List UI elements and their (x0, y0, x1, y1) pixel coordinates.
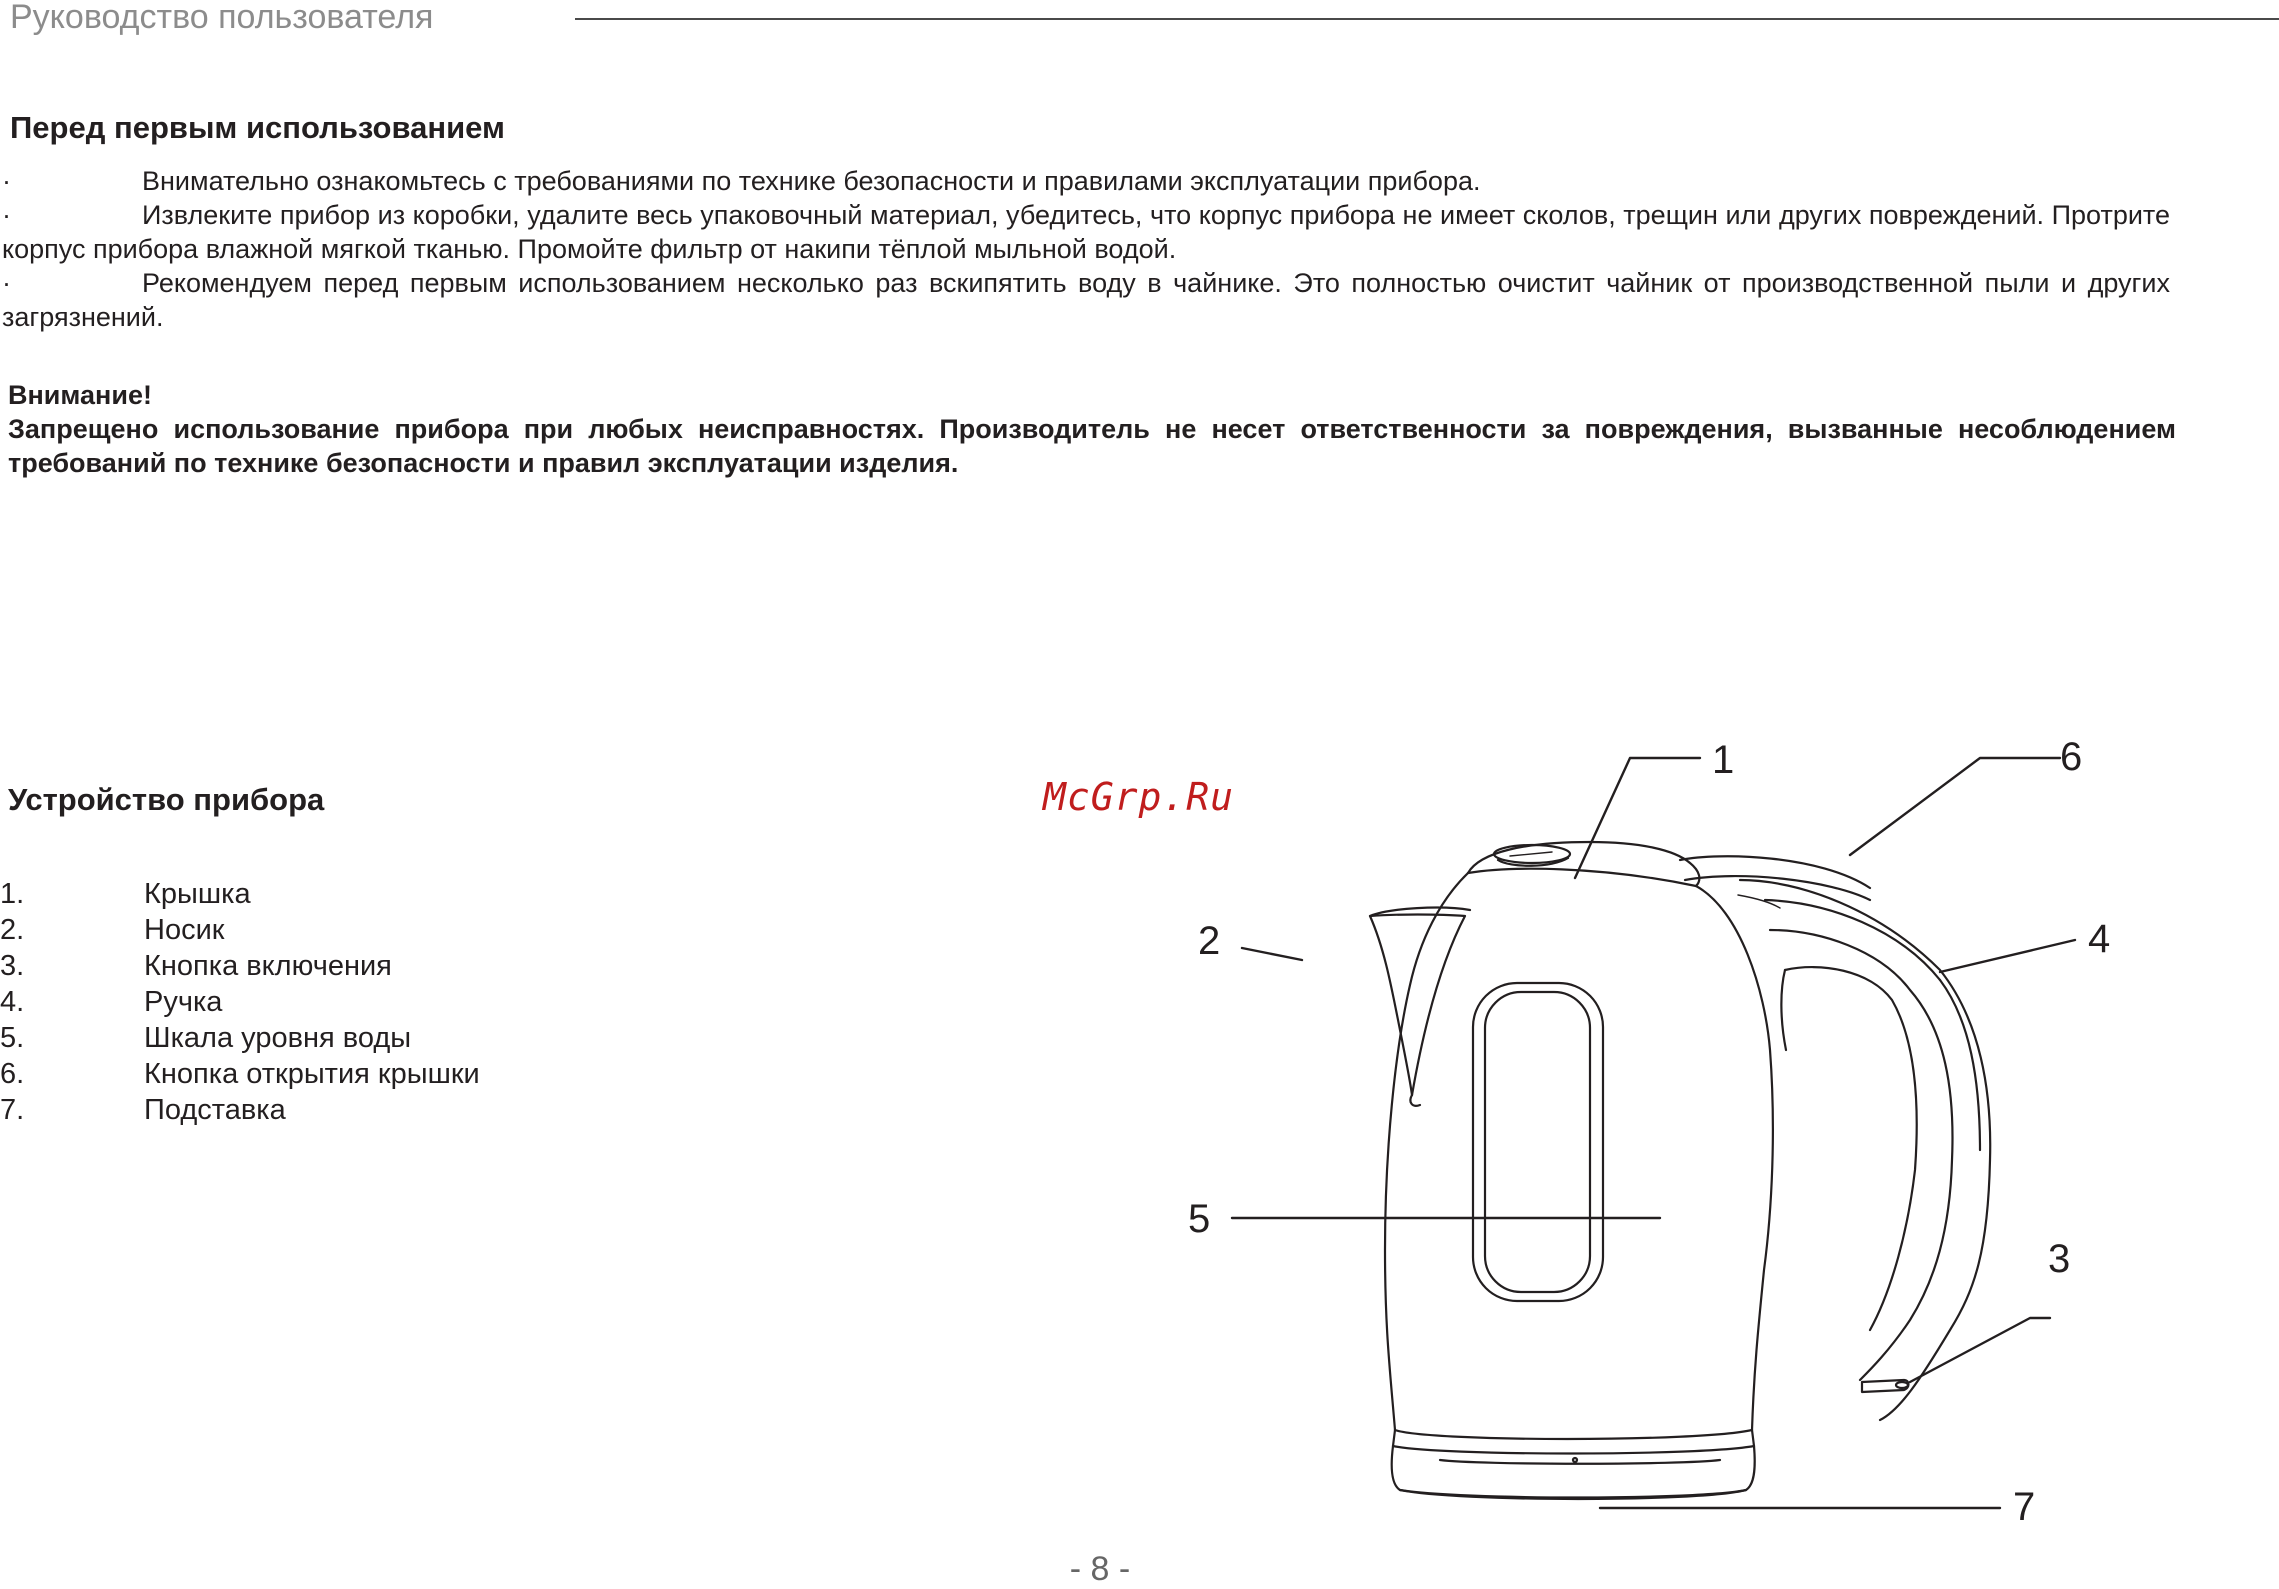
warning-block (8, 378, 2176, 480)
callout-2: 2 (1198, 919, 1221, 963)
part-label: Кнопка включения (144, 950, 392, 982)
callout-5: 5 (1188, 1197, 1211, 1241)
instruction-item-1 (2, 164, 2170, 198)
kettle-drawing (1370, 842, 1990, 1499)
part-label: Шкала уровня воды (144, 1022, 412, 1054)
parts-list-item (0, 876, 480, 912)
instruction-item-2 (2, 198, 2170, 266)
part-label: Кнопка открытия крышки (144, 1058, 480, 1090)
before-first-use-list (2, 164, 2170, 334)
kettle-diagram (1180, 730, 2120, 1550)
parts-list-item (0, 948, 480, 984)
page-number: - 8 - (1069, 1550, 1131, 1588)
parts-list-item (0, 1056, 480, 1092)
parts-list-item (0, 1092, 480, 1128)
part-number: 6. (0, 1058, 25, 1090)
part-label: Ручка (144, 986, 223, 1018)
watermark: McGrp.Ru (1043, 775, 1235, 819)
instruction-text: Рекомендуем перед первым использованием несколько раз вскипятить воду в чайнике. Это полностью очистит чайник от производственной пыли и других загрязнений. (2, 268, 2170, 332)
header-rule (575, 18, 2279, 20)
part-label: Крышка (144, 878, 251, 910)
part-number: 1. (0, 878, 25, 910)
part-number: 4. (0, 986, 25, 1018)
callout-1: 1 (1712, 738, 1735, 782)
callout-leaders (1232, 758, 2075, 1508)
parts-list-item (0, 984, 480, 1020)
warning-text: Запрещено использование прибора при любых неисправностях. Производитель не несет ответственности за повреждения, вызванные несоблюдением требований по технике безопасности и правил эксплуатации изделия. (8, 414, 2176, 478)
bullet: · (2, 268, 11, 298)
part-label: Подставка (144, 1094, 286, 1126)
parts-list-item (0, 912, 480, 948)
running-header-title: Руководство пользователя (10, 0, 434, 36)
part-label: Носик (144, 914, 225, 946)
instruction-text: Извлеките прибор из коробки, удалите весь упаковочный материал, убедитесь, что корпус прибора не имеет сколов, трещин или других повреждений. Протрите корпус прибора влажной мягкой тканью. Промойте фильтр от накипи тёплой мыльной водой. (2, 200, 2170, 264)
callout-6: 6 (2060, 735, 2083, 779)
callout-7: 7 (2013, 1485, 2036, 1529)
bullet: · (2, 200, 11, 230)
part-number: 3. (0, 950, 25, 982)
parts-list-item (0, 1020, 480, 1056)
callout-4: 4 (2088, 917, 2111, 961)
instruction-text: Внимательно ознакомьтесь с требованиями по технике безопасности и правилами эксплуатации прибора. (142, 166, 1481, 196)
parts-list (0, 876, 480, 1128)
part-number: 7. (0, 1094, 25, 1126)
callout-3: 3 (2048, 1237, 2071, 1281)
part-number: 5. (0, 1022, 25, 1054)
bullet: · (2, 166, 11, 196)
warning-heading: Внимание! (8, 380, 152, 410)
device-title: Устройство прибора (8, 782, 325, 817)
before-first-use-title: Перед первым использованием (10, 110, 505, 145)
part-number: 2. (0, 914, 25, 946)
instruction-item-3 (2, 266, 2170, 334)
